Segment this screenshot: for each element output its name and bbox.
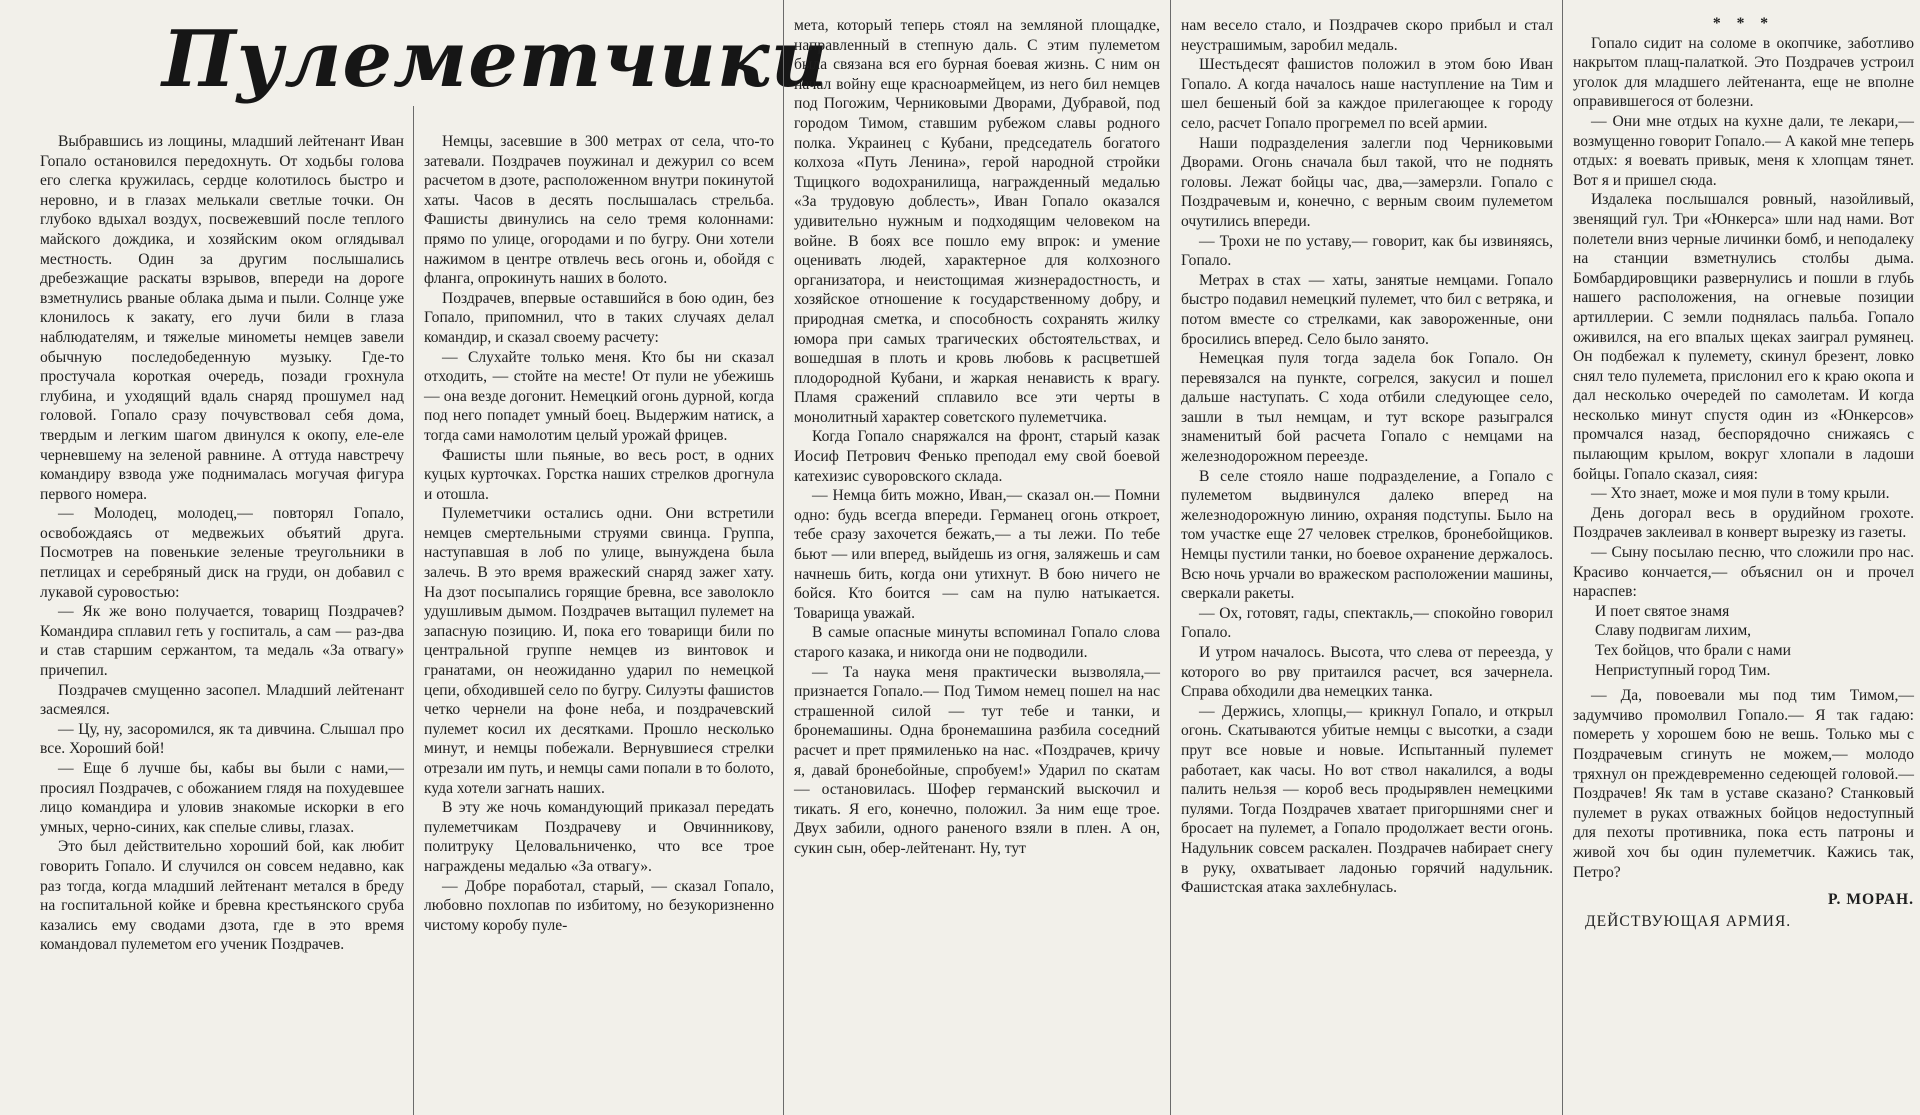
paragraph: — Еще б лучше бы, кабы вы были с нами,— просиял Поздрачев, с обожанием глядя на похудевшее лицо командира и уловив знакомые искорки в его умных, черно-синих, как спелые сливы, глазах. — [40, 760, 404, 836]
paragraph: Шестьдесят фашистов положил в этом бою Иван Гопало. А когда началось наше наступление на Тим и шел бешеный бой за каждое прилегающее к городу село, расчет Гопало прогремел по всей армии. — [1181, 56, 1553, 132]
paragraph: — Слухайте только меня. Кто бы ни сказал отходить, — стойте на месте! От пули не убежишь — она везде догонит. Немецкий огонь дурной, когда под него попадет умный боец. Выдержим натиск, а тогда сами намолотим целый урожай фрицев. — [424, 348, 774, 444]
column-rule — [783, 0, 784, 1115]
paragraph: Метрах в стах — хаты, занятые немцами. Гопало быстро подавил немецкий пулемет, что бил с ветряка, и потом вместе со стрелками, как завороженные, они бросились вперед. Село было занято. — [1181, 271, 1553, 348]
column-rule — [1562, 0, 1563, 1115]
article-column-3 — [788, 16, 1166, 1115]
paragraph: — Они мне отдых на кухне дали, те лекари,— возмущенно говорит Гопало.— А какой мне теперь отдых: я воевать привык, меня к хлопцам тянет. Вот я и пришел сюда. — [1573, 112, 1914, 189]
article-column-1 — [34, 132, 410, 1115]
paragraph: — Немца бить можно, Иван,— сказал он.— Помни одно: будь всегда впереди. Германец огонь откроет, тебе сразу захочется бежать,— а ты лежи. По тебе бьют — или вперед, выйдешь из огня, заляжешь и сам начнешь бить, когда они утихнут. В бою ничего не бойся. Кто боится — сам на пулю натыкается. Товарища уважай. — [794, 487, 1160, 622]
paragraph: В эту же ночь командующий приказал передать пулеметчикам Поздрачеву и Овчинникову, политруку Целовальниченко, что все трое награждены медалью «За отвагу». — [424, 799, 774, 875]
paragraph: Немцы, засевшие в 300 метрах от села, что-то затевали. Поздрачев поужинал и дежурил со всем расчетом в дзоте, расположенном внутри покинутой хаты. Часов в десять послышалась стрельба. Фашисты двинулись на село тремя колоннами: прямо по улице, огородами и по бугру. Они хотели нажимом в центре отвлечь весь огонь и, обойдя с фланга, опрокинуть наших в болото. — [424, 133, 774, 288]
paragraph: В самые опасные минуты вспоминал Гопало слова старого казака, и никогда они не подводили. — [794, 624, 1160, 661]
paragraph: — Да, повоевали мы под тим Тимом,— задумчиво промолвил Гопало.— Я так гадаю: помереть у хорошем бою не вешь. Только мы с Поздрачевым сгинуть не можем,— молодо тряхнул он преждевременно седеющей головой.— Поздрачев! Як там в уставе сказано? Станковый пулемет в руках отважных бойцов недоступный для пехоты противника, пока есть патроны и живой хоч бы один пулеметчик. Кажись так, Петро? — [1573, 687, 1914, 881]
article-column-5 — [1567, 14, 1920, 1115]
paragraph: День догорал весь в орудийном грохоте. Поздрачев заклеивал в конверт вырезку из газеты. — [1573, 504, 1914, 542]
column-rule — [1170, 0, 1171, 1115]
paragraph: Это был действительно хороший бой, как любит говорить Гопало. И случился он совсем недавно, как раз тогда, когда младший лейтенант метался в бреду на госпитальной койке и бревна крестьянского сруба казались ему сводами дзота, где в это время командовал пулеметом его ученик Поздрачев. — [40, 838, 404, 954]
paragraph: Наши подразделения залегли под Черниковыми Дворами. Огонь сначала был такой, что не поднять головы. Лежат бойцы час, два,—замерзли. Гопало с Поздрачевым и, конечно, с верным своим пулеметом очутились впереди. — [1181, 134, 1553, 230]
paragraph: Поздрачев смущенно засопел. Младший лейтенант засмеялся. — [40, 681, 404, 719]
article-column-4 — [1175, 16, 1559, 1115]
song-verse-line: Неприступный город Тим. — [1595, 661, 1771, 679]
paragraph: — Сыну посылаю песню, что сложили про нас. Красиво кончается,— объяснил он и прочел нараспев: — [1573, 544, 1914, 601]
article-title: Пулеметчики — [162, 14, 829, 105]
paragraph: — Ох, готовят, гады, спектакль,— спокойно говорил Гопало. — [1181, 604, 1553, 642]
paragraph: Издалека послышался ровный, назойливый, звенящий гул. Три «Юнкерса» шли над нами. Вот полетели вниз черные личинки бомб, и неподалеку на станции взметнулись столбы дыма. Бомбардировщики развернулись и пошли в глубь нашего расположения, на огневые позиции артиллерии. С земли поднялась пальба. Гопало оживился, на его впалых щеках заиграл румянец. Он подбежал к пулемету, скинул брезент, ловко снял тело пулемета, прислонил его к краю окопа и дал несколько очередей по самолетам. И когда несколько минут спустя один из «Юнкерсов» промчался назад, беспорядочно снижаясь с пылающим крылом, вокруг хлопали в ладоши бойцы. Гопало сказал, сияя: — [1573, 191, 1914, 483]
column-rule — [413, 106, 414, 1115]
paragraph: — Цу, ну, засоромился, як та дивчина. Слышал про все. Хороший бой! — [40, 720, 404, 758]
paragraph: И утром началось. Высота, что слева от переезда, у которого во рву притаился расчет, вся зачернела. Справа обходили два немецких танка. — [1181, 644, 1553, 701]
paragraph: нам весело стало, и Поздрачев скоро прибыл и стал неустрашимым, заробил медаль. — [1181, 17, 1553, 54]
paragraph: — Хто знает, може и моя пули в тому крыли. — [1591, 485, 1890, 503]
song-verse-line: И поет святое знамя — [1595, 602, 1730, 620]
author-signature: Р. МОРАН. — [1827, 891, 1914, 909]
paragraph: — Як же воно получается, товарищ Поздрачев? Командира сплавил геть у госпиталь, а сам — раз-два и став старшим сержантом, та медаль «За отвагу» причепил. — [40, 603, 404, 680]
article-column-2 — [418, 132, 780, 1115]
paragraph: — Держись, хлопцы,— крикнул Гопало, и открыл огонь. Скатываются убитые немцы с высотки, а сзади прут все новые и новые. Испытанный пулемет работает, как часы. Но вот ствол накалился, а воды палить нельзя — короб весь продырявлен немецкими пулями. Тогда Поздрачев хватает пригоршнями снег и бросает на пулемет, а Гопало продолжает вести огонь. Надульник совсем раскален. Поздрачев набирает снегу в руку, охватывает ладонью горячий надульник. Фашистская атака захлебнулась. — [1181, 702, 1553, 897]
paragraph: Пулеметчики остались одни. Они встретили немцев смертельными струями свинца. Группа, наступавшая в лоб по улице, вынуждена была залечь. В это время вражеский снаряд зажег хату. На дзот посыпались горящие бревна, все заволокло удушливым дымом. Поздрачев вытащил пулемет на запасную позицию. И, пока его товарищи били по центральной группе немцев из винтовок и гранатами, он неожиданно ударил по немецкой цепи, обходившей село по бугру. Силуэты фашистов четко чернели на фоне неба, и поздрачевский пулемет косил их десятками. Прошло несколько минут, и немцы побежали. Вернувшиеся стрелки отрезали им путь, и немцы сами попали в то болото, куда хотели загнать наших. — [424, 505, 774, 797]
paragraph: В селе стояло наше подразделение, а Гопало с пулеметом выдвинулся далеко вперед на железнодорожную линию, охраняя подступы. Было на том участке еще 27 человек стрелков, бронебойщиков. Немцы пустили танки, но боевое охранение держалось. Всю ночь урчали во вражеском расположении машины, сверкали ракеты. — [1181, 467, 1553, 603]
song-verse-line: Славу подвигам лихим, — [1595, 622, 1752, 640]
paragraph: Поздрачев, впервые оставшийся в бою один, без Гопало, припомнил, что в таких случаях делал командир, и сказал своему расчету: — [424, 289, 774, 346]
paragraph: — Трохи не по уставу,— говорит, как бы извиняясь, Гопало. — [1181, 232, 1553, 270]
song-verse-line: Тех бойцов, что брали с нами — [1595, 642, 1791, 659]
paragraph: Гопало сидит на соломе в окопчике, заботливо накрытом плащ-палаткой. Это Поздрачев устроил уголок для младшего лейтенанта, еще не вполне оправившегося от болезни. — [1573, 34, 1914, 111]
paragraph: — Та наука меня практически вызволяла,— признается Гопало.— Под Тимом немец пошел на нас страшенной силой — тут тебе и танки, и бронемашины. Одна бронемашина разбила соседний расчет и прет прямиленько на нас. «Поздрачев, кричу я, давай бронебойные, спробуем!» Ударил по скатам — остановилась. Шофер германский выскочил и тикать. Я его, конечно, положил. За ним еще трое. Двух забили, одного раненого взяли в плен. А он, сукин сын, обер-лейтенант. Ну, тут — [794, 663, 1160, 857]
author-unit: ДЕЙСТВУЮЩАЯ АРМИЯ. — [1585, 912, 1792, 930]
paragraph: Немецкая пуля тогда задела бок Гопало. Он перевязался на пункте, согрелся, закусил и пошел дальше наступать. С хода отбили следующее село, зашли в тыл немцам, и тут вскоре разыгрался знаменитый бой расчета Гопало с немцами на железнодорожном переезде. — [1181, 350, 1553, 466]
paragraph: мета, который теперь стоял на земляной площадке, направленный в степную даль. С этим пулеметом была связана вся его бурная боевая жизнь. С ним он начал войну еще красноармейцем, из него бил немцев под Погожим, Черниковыми Дворами, Дубравой, под городом Тимом, ставшим рубежом славы родного полка. Украинец с Кубани, председатель богатого колхоза «Путь Ленина», герой народной стройки Тщицкого водохранилища, награжденный медалью «За трудовую доблесть», Иван Гопало оказался удивительно нужным и подходящим человеком на войне. В боях все пошло ему впрок: и умение оценивать людей, характерное для колхозного организатора, и неистощимая жизнерадостность, и хозяйское отношение к государственному добру, и природная сметка, и способность сохранять жилку юмора при самых трагических обстоятельствах, и вошедшая в плоть и кровь любовь к расцветшей плодородной Кубани, и жаркая ненависть к врагу. Пламя сражений сплавило все эти черты в монолитный характер советского пулеметчика. — [794, 17, 1160, 426]
paragraph: Фашисты шли пьяные, во весь рост, в одних куцых курточках. Горстка наших стрелков дрогнула и отошла. — [424, 446, 774, 503]
section-break-stars: * * * — [1712, 15, 1775, 32]
paragraph: Когда Гопало снаряжался на фронт, старый казак Иосиф Петрович Фенько преподал ему свой боевой катехизис суворовского склада. — [794, 428, 1160, 485]
paragraph: — Добре поработал, старый, — сказал Гопало, любовно похлопав по избитому, но безукоризненно чистому коробу пуле- — [424, 877, 774, 934]
paragraph: Выбравшись из лощины, младший лейтенант Иван Гопало остановился передохнуть. От ходьбы голова его слегка кружилась, сердце колотилось быстро и неровно, и в глазах мелькали светлые точки. Он глубоко вдыхал воздух, посвежевший после теплого майского дождика, и хозяйским оком оглядывал местность. Один за другим послышались дребезжащие раскаты взрывов, впереди на дороге взметнулись рваные облака дыма и пыли. Солнце уже клонилось к закату, его лучи били в глаза наблюдателям, и тяжелые минометы немцев завели обычную последобеденную музыку. Где-то простучала короткая очередь, позади грохнула глубина, и уходящий вдаль снаряд прошумел над головой. Гопало сразу почувствовал себя дома, твердым и легким шагом двинулся к окопу, еле-еле черневшему на зеленой равнине. А оттуда навстречу командиру взвода уже поднималась могучая фигура первого номера. — [40, 133, 404, 503]
paragraph: — Молодец, молодец,— повторял Гопало, освобождаясь от медвежьих объятий друга. Посмотрев на повенькие зеленые треугольники в петлицах и серебряный диск на груди, он добавил с лукавой суровостью: — [40, 505, 404, 601]
